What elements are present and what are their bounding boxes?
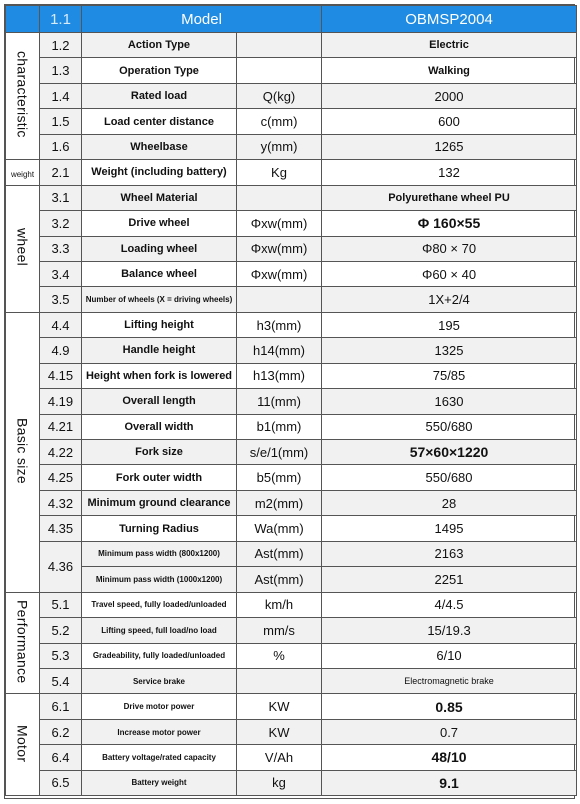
- row-symbol: Kg: [237, 160, 322, 185]
- table-row: [6, 338, 577, 363]
- row-param: Turning Radius: [82, 516, 237, 541]
- row-symbol: b5(mm): [237, 465, 322, 490]
- row-value: 57×60×1220: [322, 440, 577, 465]
- table-row: [6, 58, 577, 83]
- row-num: 1.6: [40, 134, 82, 159]
- header-num: 1.1: [40, 6, 82, 33]
- row-num: 4.35: [40, 516, 82, 541]
- table-row: [6, 211, 577, 236]
- table-row: [6, 261, 577, 286]
- row-symbol: V/Ah: [237, 745, 322, 770]
- table-row: [6, 83, 577, 108]
- row-num: 1.3: [40, 58, 82, 83]
- row-num: 3.2: [40, 211, 82, 236]
- row-symbol: 11(mm): [237, 389, 322, 414]
- table-row: [6, 541, 577, 566]
- row-num: 4.9: [40, 338, 82, 363]
- row-value: 1325: [322, 338, 577, 363]
- row-symbol: Ast(mm): [237, 541, 322, 566]
- table-row: [6, 719, 577, 744]
- group-wheel: wheel: [6, 185, 40, 312]
- row-symbol: b1(mm): [237, 414, 322, 439]
- row-symbol: Φxw(mm): [237, 261, 322, 286]
- row-symbol: s/e/1(mm): [237, 440, 322, 465]
- table-row: [6, 668, 577, 693]
- table-row: [6, 185, 577, 210]
- row-symbol: m2(mm): [237, 490, 322, 515]
- row-num: 6.1: [40, 694, 82, 719]
- row-symbol: km/h: [237, 592, 322, 617]
- row-value: 4/4.5: [322, 592, 577, 617]
- row-param: Operation Type: [82, 58, 237, 83]
- row-value: 28: [322, 490, 577, 515]
- row-num: 5.1: [40, 592, 82, 617]
- row-param: Balance wheel: [82, 261, 237, 286]
- row-num: 1.4: [40, 83, 82, 108]
- row-num: 4.25: [40, 465, 82, 490]
- row-value: 0.85: [322, 694, 577, 719]
- row-value: 1495: [322, 516, 577, 541]
- row-symbol: KW: [237, 694, 322, 719]
- row-value: Walking: [322, 58, 577, 83]
- row-param: Rated load: [82, 83, 237, 108]
- row-param: Minimum ground clearance: [82, 490, 237, 515]
- row-param: Lifting speed, full load/no load: [82, 618, 237, 643]
- row-param: Load center distance: [82, 109, 237, 134]
- row-value: 15/19.3: [322, 618, 577, 643]
- row-num: 3.5: [40, 287, 82, 312]
- row-num: 5.3: [40, 643, 82, 668]
- row-symbol: Φxw(mm): [237, 236, 322, 261]
- header-blank: [6, 6, 40, 33]
- row-num: 4.22: [40, 440, 82, 465]
- row-symbol: c(mm): [237, 109, 322, 134]
- row-value: 195: [322, 312, 577, 337]
- table-row: [6, 287, 577, 312]
- row-value: 1630: [322, 389, 577, 414]
- row-value: Φ60 × 40: [322, 261, 577, 286]
- row-param: Minimum pass width (1000x1200): [82, 567, 237, 592]
- row-value: 550/680: [322, 414, 577, 439]
- group-performance: Performance: [6, 592, 40, 694]
- row-symbol: Q(kg): [237, 83, 322, 108]
- row-value: 48/10: [322, 745, 577, 770]
- table-row: [6, 465, 577, 490]
- row-num: 4.21: [40, 414, 82, 439]
- row-symbol: Wa(mm): [237, 516, 322, 541]
- table-row: [6, 414, 577, 439]
- table-row: [6, 33, 577, 58]
- row-param: Fork size: [82, 440, 237, 465]
- row-param: Wheelbase: [82, 134, 237, 159]
- row-num: 4.32: [40, 490, 82, 515]
- row-value: Polyurethane wheel PU: [322, 185, 577, 210]
- row-num: 6.4: [40, 745, 82, 770]
- row-num: 3.4: [40, 261, 82, 286]
- row-symbol: kg: [237, 770, 322, 795]
- table-row: [6, 490, 577, 515]
- table-row: [6, 694, 577, 719]
- row-param: Lifting height: [82, 312, 237, 337]
- table-row: [6, 745, 577, 770]
- row-num: 1.5: [40, 109, 82, 134]
- row-num: 4.4: [40, 312, 82, 337]
- row-param: Fork outer width: [82, 465, 237, 490]
- row-symbol: KW: [237, 719, 322, 744]
- row-symbol: h13(mm): [237, 363, 322, 388]
- table-row: [6, 312, 577, 337]
- row-param: Number of wheels (X = driving wheels): [82, 287, 237, 312]
- spec-table: [5, 5, 577, 796]
- row-param: Gradeability, fully loaded/unloaded: [82, 643, 237, 668]
- row-num: 3.1: [40, 185, 82, 210]
- row-param: Drive motor power: [82, 694, 237, 719]
- row-value: Φ 160×55: [322, 211, 577, 236]
- row-symbol: %: [237, 643, 322, 668]
- row-param: Overall width: [82, 414, 237, 439]
- group-basic-size: Basic size: [6, 312, 40, 592]
- group-motor: Motor: [6, 694, 40, 796]
- row-param: Drive wheel: [82, 211, 237, 236]
- row-value: 0.7: [322, 719, 577, 744]
- table-row: [6, 160, 577, 185]
- row-num: 4.19: [40, 389, 82, 414]
- table-row: [6, 643, 577, 668]
- table-row: [6, 440, 577, 465]
- table-row: [6, 236, 577, 261]
- row-num: 4.15: [40, 363, 82, 388]
- table-row: [6, 516, 577, 541]
- row-symbol: y(mm): [237, 134, 322, 159]
- row-param: Loading wheel: [82, 236, 237, 261]
- row-value: 132: [322, 160, 577, 185]
- row-param: Battery weight: [82, 770, 237, 795]
- row-symbol: [237, 668, 322, 693]
- row-value: 550/680: [322, 465, 577, 490]
- row-value: 2000: [322, 83, 577, 108]
- row-num: 5.4: [40, 668, 82, 693]
- row-param: Increase motor power: [82, 719, 237, 744]
- row-num: 1.2: [40, 33, 82, 58]
- table-row: [6, 363, 577, 388]
- row-param: Weight (including battery): [82, 160, 237, 185]
- row-param: Height when fork is lowered: [82, 363, 237, 388]
- row-num: 4.36: [40, 541, 82, 592]
- row-symbol: h14(mm): [237, 338, 322, 363]
- row-num: 3.3: [40, 236, 82, 261]
- row-param: Wheel Material: [82, 185, 237, 210]
- table-row: [6, 109, 577, 134]
- row-param: Battery voltage/rated capacity: [82, 745, 237, 770]
- table-row: [6, 567, 577, 592]
- row-value: 75/85: [322, 363, 577, 388]
- row-num: 5.2: [40, 618, 82, 643]
- row-param: Travel speed, fully loaded/unloaded: [82, 592, 237, 617]
- row-param: Handle height: [82, 338, 237, 363]
- row-symbol: mm/s: [237, 618, 322, 643]
- row-num: 2.1: [40, 160, 82, 185]
- row-value: 6/10: [322, 643, 577, 668]
- header-value: OBMSP2004: [322, 6, 577, 33]
- row-param: Service brake: [82, 668, 237, 693]
- header-param: Model: [82, 6, 322, 33]
- row-param: Action Type: [82, 33, 237, 58]
- group-characteristic: characteristic: [6, 33, 40, 160]
- group-weight: weight: [6, 160, 40, 185]
- row-num: 6.5: [40, 770, 82, 795]
- row-value: Φ80 × 70: [322, 236, 577, 261]
- row-symbol: Ast(mm): [237, 567, 322, 592]
- row-symbol: Φxw(mm): [237, 211, 322, 236]
- row-symbol: h3(mm): [237, 312, 322, 337]
- row-symbol: [237, 58, 322, 83]
- row-value: 1X+2/4: [322, 287, 577, 312]
- table-row: [6, 618, 577, 643]
- row-value: Electric: [322, 33, 577, 58]
- row-symbol: [237, 287, 322, 312]
- row-value: 2163: [322, 541, 577, 566]
- row-num: 6.2: [40, 719, 82, 744]
- row-value: 600: [322, 109, 577, 134]
- table-header: [6, 6, 577, 33]
- row-symbol: [237, 33, 322, 58]
- table-row: [6, 389, 577, 414]
- row-param: Overall length: [82, 389, 237, 414]
- row-param: Minimum pass width (800x1200): [82, 541, 237, 566]
- table-row: [6, 770, 577, 795]
- table-row: [6, 592, 577, 617]
- table-row: [6, 134, 577, 159]
- row-value: Electromagnetic brake: [322, 668, 577, 693]
- spec-sheet: [4, 4, 575, 799]
- row-symbol: [237, 185, 322, 210]
- row-value: 9.1: [322, 770, 577, 795]
- row-value: 2251: [322, 567, 577, 592]
- row-value: 1265: [322, 134, 577, 159]
